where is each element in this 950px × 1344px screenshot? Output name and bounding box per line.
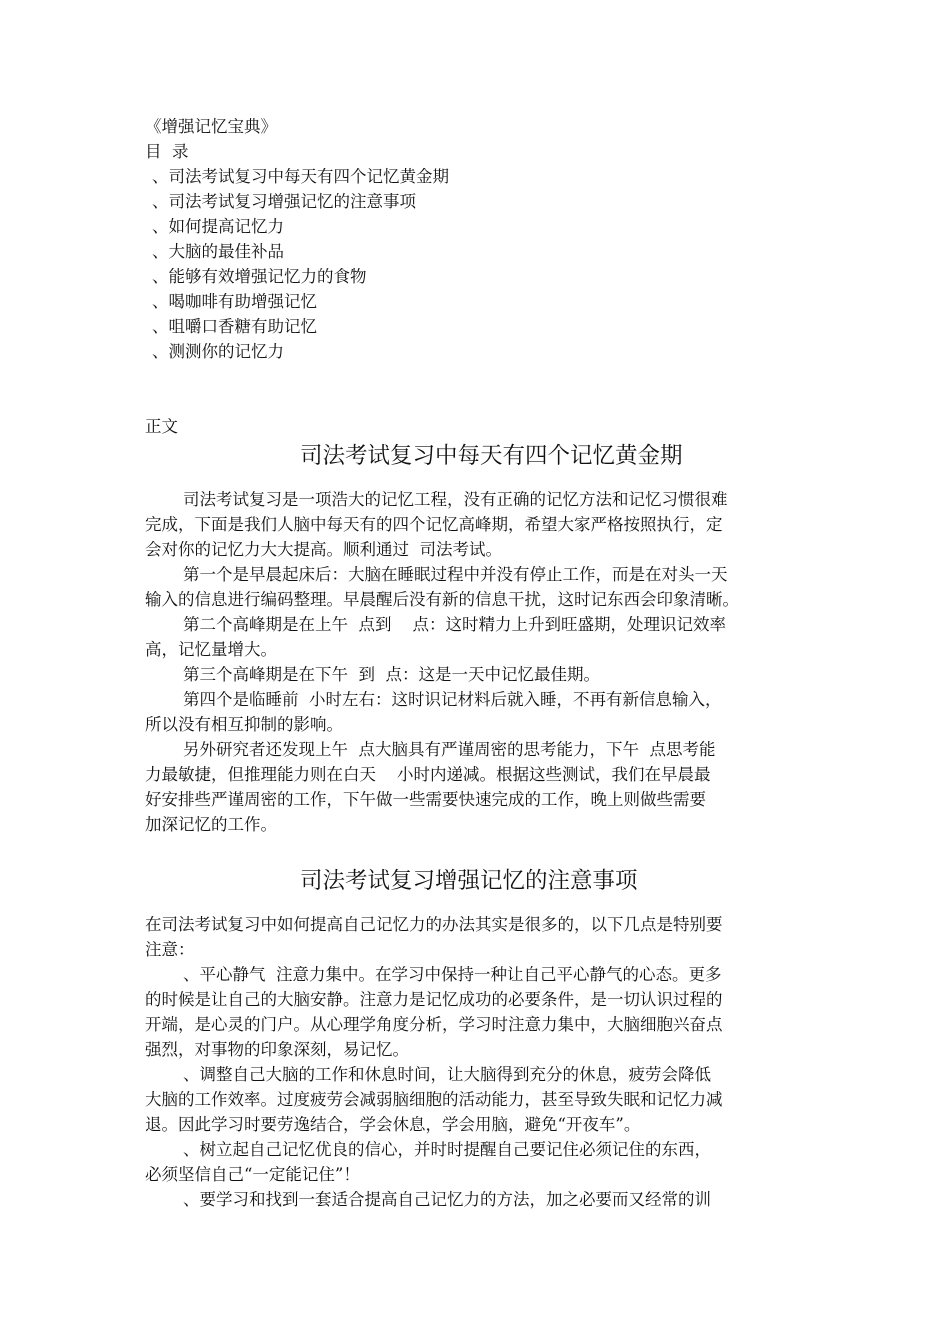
- section-title: 司法考试复习中每天有四个记忆黄金期: [300, 443, 683, 469]
- toc-item: 、大脑的最佳补品: [152, 242, 284, 261]
- toc-item: 、司法考试复习中每天有四个记忆黄金期: [152, 167, 449, 186]
- section-title: 司法考试复习增强记忆的注意事项: [300, 868, 638, 894]
- paragraph-line: 退。因此学习时要劳逸结合，学会休息，学会用脑，避免“开夜车”。: [145, 1115, 641, 1134]
- paragraph-line: 大脑的工作效率。过度疲劳会减弱脑细胞的活动能力，甚至导致失眠和记忆力减: [145, 1090, 723, 1109]
- paragraph-line: 开端，是心灵的门户。从心理学角度分析，学习时注意力集中，大脑细胞兴奋点: [145, 1015, 723, 1034]
- toc-heading: 目 录: [145, 142, 189, 161]
- paragraph-line: 高，记忆量增大。: [145, 640, 277, 659]
- paragraph-line: 、树立起自己记忆优良的信心，并时时提醒自己要记住必须记住的东西，: [183, 1140, 711, 1159]
- toc-item: 、喝咖啡有助增强记忆: [152, 292, 317, 311]
- paragraph-line: 另外研究者还发现上午 点大脑具有严谨周密的思考能力，下午 点思考能: [183, 740, 716, 759]
- toc-item: 、司法考试复习增强记忆的注意事项: [152, 192, 416, 211]
- paragraph-line: 完成，下面是我们人脑中每天有的四个记忆高峰期，希望大家严格按照执行，定: [145, 515, 723, 534]
- paragraph-line: 、调整自己大脑的工作和休息时间，让大脑得到充分的休息，疲劳会降低: [183, 1065, 711, 1084]
- paragraph-line: 第四个是临睡前 小时左右：这时识记材料后就入睡，不再有新信息输入，: [183, 690, 722, 709]
- paragraph-line: 加深记忆的工作。: [145, 815, 277, 834]
- paragraph-line: 第二个高峰期是在上午 点到 点：这时精力上升到旺盛期，处理识记效率: [183, 615, 726, 634]
- paragraph-line: 第三个高峰期是在下午 到 点：这是一天中记忆最佳期。: [183, 665, 600, 684]
- paragraph-line: 力最敏捷，但推理能力则在白天 小时内递减。根据这些测试，我们在早晨最: [145, 765, 711, 784]
- paragraph-line: 强烈，对事物的印象深刻，易记忆。: [145, 1040, 409, 1059]
- paragraph-line: 好安排些严谨周密的工作，下午做一些需要快速完成的工作，晚上则做些需要: [145, 790, 706, 809]
- paragraph-line: 的时候是让自己的大脑安静。注意力是记忆成功的必要条件，是一切认识过程的: [145, 990, 723, 1009]
- toc-item: 、咀嚼口香糖有助记忆: [152, 317, 317, 336]
- paragraph-line: 在司法考试复习中如何提高自己记忆力的办法其实是很多的，以下几点是特别要: [145, 915, 723, 934]
- body-label: 正文: [145, 417, 178, 436]
- paragraph-line: 、平心静气 注意力集中。在学习中保持一种让自己平心静气的心态。更多: [183, 965, 722, 984]
- paragraph-line: 司法考试复习是一项浩大的记忆工程，没有正确的记忆方法和记忆习惯很难: [183, 490, 728, 509]
- paragraph-line: 输入的信息进行编码整理。早晨醒后没有新的信息干扰，这时记东西会印象清晰。: [145, 590, 739, 609]
- paragraph-line: 会对你的记忆力大大提高。顺利通过 司法考试。: [145, 540, 502, 559]
- paragraph-line: 必须坚信自己“一定能记住”！: [145, 1165, 360, 1184]
- paragraph-line: 所以没有相互抑制的影响。: [145, 715, 343, 734]
- paragraph-line: 注意：: [145, 940, 195, 959]
- paragraph-line: 、要学习和找到一套适合提高自己记忆力的方法，加之必要而又经常的训: [183, 1190, 711, 1209]
- paragraph-line: 第一个是早晨起床后：大脑在睡眠过程中并没有停止工作，而是在对头一天: [183, 565, 728, 584]
- book-title: 《增强记忆宝典》: [145, 117, 277, 136]
- toc-item: 、如何提高记忆力: [152, 217, 284, 236]
- toc-item: 、测测你的记忆力: [152, 342, 284, 361]
- toc-item: 、能够有效增强记忆力的食物: [152, 267, 367, 286]
